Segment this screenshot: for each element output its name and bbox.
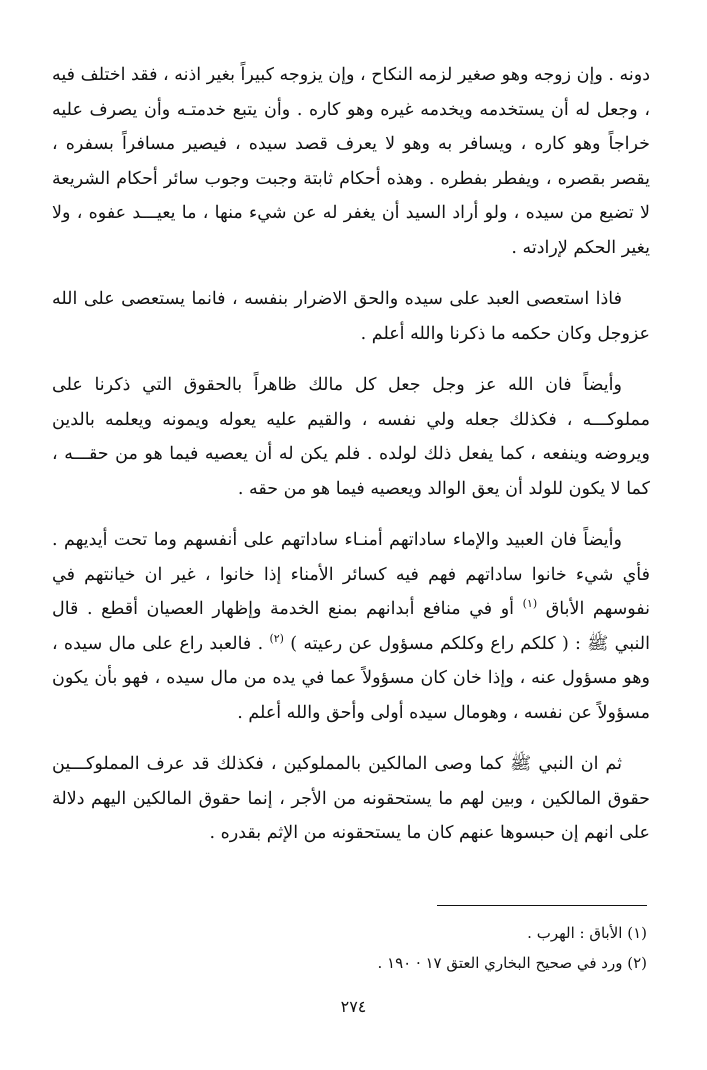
paragraph-2: فاذا استعصى العبد على سيده والحق الاضرار بنفسه ، فانما يستعصى على الله عزوجل وكان حكمه ما ذكرنا والله أعلم . bbox=[52, 289, 650, 344]
paragraph-4-part-3: . فالعبد راع على مال سيده ، وهو مسؤول عنه ، وإذا خان كان مسؤولاً عما في يده من مال سيده ، فهو بأن يكون مسؤولاً عن نفسه ، وهومال سيده أولى وأحق والله أعلم . bbox=[52, 633, 650, 723]
page-number: ٢٧٤ bbox=[340, 997, 367, 1016]
paragraph-1: دونه . وإن زوجه وهو صغير لزمه النكاح ، وإن يزوجه كبيراً بغير اذنه ، فقد اختلف فيه ، وجعل له أن يستخدمه ويخدمه غيره وهو كاره . وأن يتبع خدمتـه وأن يصرف عليه خراجاً وهو كاره ، ويسافر به وهو لا يعرف قصد سيده ، فيصير مسافراً بسفره ، يقصر بقصره ، ويفطر بفطره . وهذه أحكام ثابتة وجبت وجوب سائر أحكام الشريعة لا تضيع من سيده ، ولو أراد السيد أن يغفر له عن شيء منها ، ما يعيـــد عفوه ، ولا يغير الحكم لإرادته . bbox=[52, 65, 650, 258]
footnotes bbox=[87, 918, 647, 978]
footnote-reference-2: (٢) bbox=[269, 631, 284, 645]
paragraph-4-part-2: أو في منافع أبدانهم بمنع الخدمة وإظهار العصيان أقطع . قال النبي ﷺ : ( كلكم راع وكلكم مسؤول عن رعيته ) bbox=[52, 599, 650, 654]
paragraph-4-part-1: وأيضاً فان العبيد والإماء ساداتهم أمنـاء ساداتهم على أنفسهم وما تحت أيديهم . فأي شيء خانوا ساداتهم فهم فيه كسائر الأمناء إذا خانوا ، غير ان خيانتهم في نفوسهم الأباق bbox=[52, 530, 650, 619]
paragraph-5: ثم ان النبي ﷺ كما وصى المالكين بالمملوكين ، فكذلك قد عرف المملوكـــين حقوق المالكين ، وبين لهم ما يستحقونه من الأجر ، إنما حقوق المالكين اليهم دلالة على انهم إن حبسوها عنهم كان ما يستحقونه من الإثم بقدره . bbox=[52, 754, 650, 843]
footnote-1: (١) الأباق : الهرب . bbox=[527, 924, 647, 942]
footnote-reference-1: (١) bbox=[522, 597, 538, 611]
main-text bbox=[52, 58, 650, 851]
footnote-2: (٢) ورد في صحيح البخاري العتق ١٧ · ١٩٠ . bbox=[377, 954, 647, 972]
paragraph-3: وأيضاً فان الله عز وجل جعل كل مالك ظاهراً بالحقوق التي ذكرنا على مملوكـــه ، فكذلك جعله ولي نفسه ، والقيم عليه يعوله ويمونه ويعلمه بالدين ويروضه وينفعه ، كما يفعل ذلك لولده . فلم يكن له أن يعصيه فيما هو من حقـــه ، كما لا يكون للولد أن يعق الوالد ويعصيه فيما هو من حقه . bbox=[52, 375, 650, 499]
paragraph-4 bbox=[52, 523, 650, 730]
footnote-divider bbox=[437, 905, 647, 906]
